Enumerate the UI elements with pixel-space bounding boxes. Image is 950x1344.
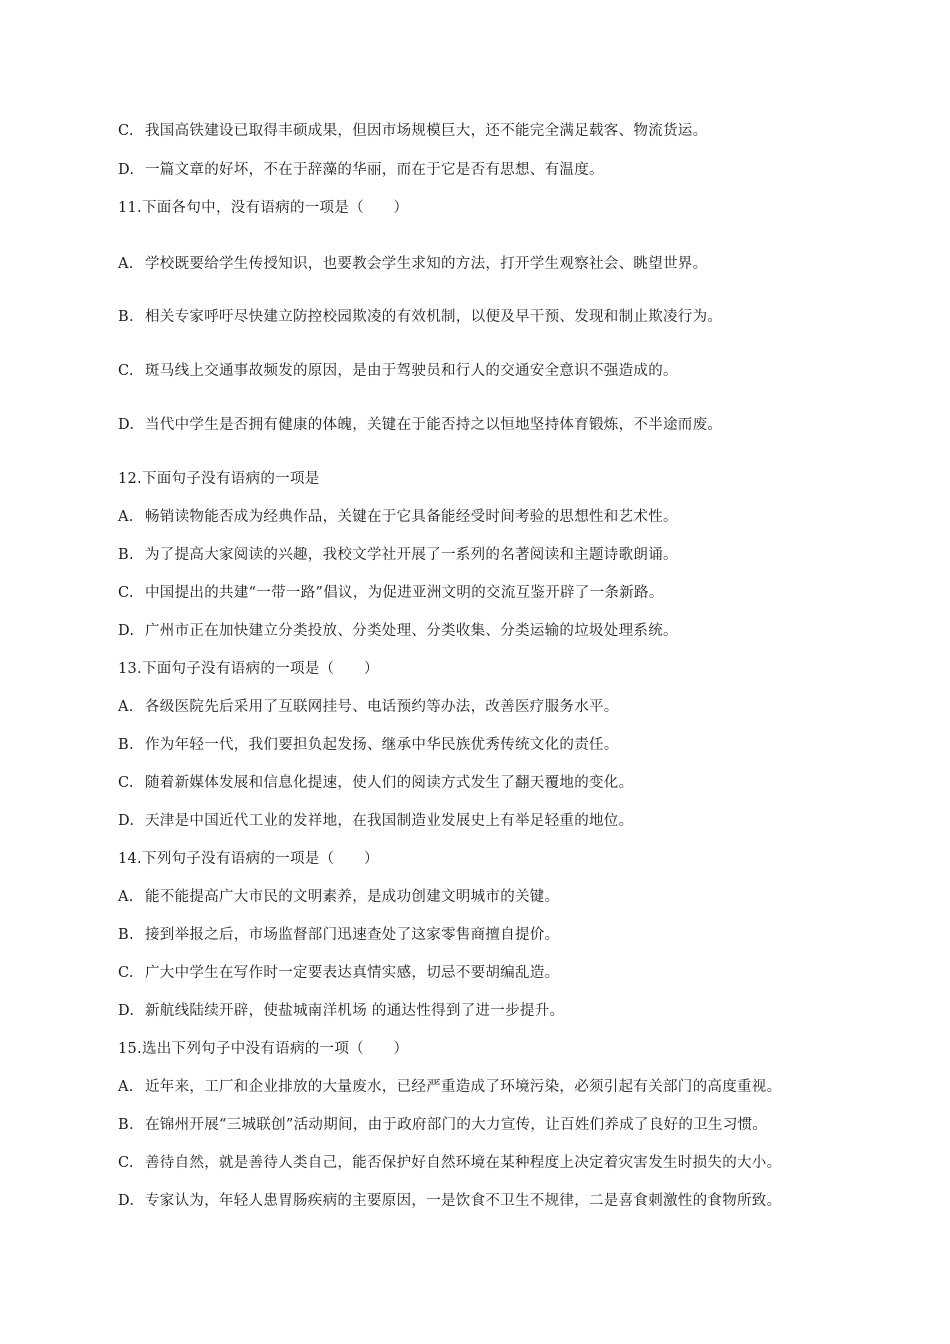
option-text: 一篇文章的好坏，不在于辞藻的华丽，而在于它是否有思想、有温度。 bbox=[145, 162, 604, 178]
question-13-option-d bbox=[118, 811, 633, 831]
question-11-option-d bbox=[118, 415, 722, 435]
option-letter: B. bbox=[118, 737, 134, 753]
option-letter: C. bbox=[118, 363, 134, 379]
question-15-option-a bbox=[118, 1077, 781, 1097]
option-text: 斑马线上交通事故频发的原因，是由于驾驶员和行人的交通安全意识不强造成的。 bbox=[145, 363, 678, 379]
option-letter: A. bbox=[118, 256, 134, 272]
option-letter: D. bbox=[118, 417, 135, 433]
question-14-stem: 14.下列句子没有语病的一项是（ ） bbox=[118, 851, 379, 867]
option-text: 畅销读物能否成为经典作品，关键在于它具备能经受时间考验的思想性和艺术性。 bbox=[145, 509, 678, 525]
option-letter: B. bbox=[118, 927, 134, 943]
option-letter: D. bbox=[118, 162, 135, 178]
option-text: 新航线陆续开辟，使盐城南洋机场 的通达性得到了进一步提升。 bbox=[145, 1003, 565, 1019]
question-11-option-b bbox=[118, 307, 722, 327]
option-text: 善待自然，就是善待人类自己，能否保护好自然环境在某种程度上决定着灾害发生时损失的大小。 bbox=[145, 1155, 782, 1171]
option-letter: A. bbox=[118, 699, 134, 715]
option-letter: C. bbox=[118, 775, 134, 791]
option-letter: A. bbox=[118, 889, 134, 905]
option-text: 当代中学生是否拥有健康的体魄，关键在于能否持之以恒地坚持体育锻炼，不半途而废。 bbox=[145, 417, 723, 433]
question-11-option-c bbox=[118, 361, 678, 381]
option-letter: D. bbox=[118, 1193, 135, 1209]
option-text: 我国高铁建设已取得丰硕成果，但因市场规模巨大，还不能完全满足载客、物流货运。 bbox=[145, 123, 708, 139]
question-11-option-a bbox=[118, 254, 707, 274]
option-text: 近年来，工厂和企业排放的大量废水，已经严重造成了环境污染，必须引起有关部门的高度重视。 bbox=[145, 1079, 782, 1095]
question-15-option-b bbox=[118, 1115, 767, 1135]
option-letter: B. bbox=[118, 309, 134, 325]
option-letter: B. bbox=[118, 547, 134, 563]
question-12-stem: 12.下面句子没有语病的一项是 bbox=[118, 471, 320, 487]
option-letter: D. bbox=[118, 623, 135, 639]
option-text: 能不能提高广大市民的文明素养，是成功创建文明城市的关键。 bbox=[145, 889, 560, 905]
option-letter: D. bbox=[118, 813, 135, 829]
question-15-option-c bbox=[118, 1153, 781, 1173]
option-text: 接到举报之后，市场监督部门迅速查处了这家零售商擅自提价。 bbox=[145, 927, 560, 943]
option-letter: B. bbox=[118, 1117, 134, 1133]
option-text: 广州市正在加快建立分类投放、分类处理、分类收集、分类运输的垃圾处理系统。 bbox=[145, 623, 678, 639]
option-letter: C. bbox=[118, 1155, 134, 1171]
question-13-option-a bbox=[118, 697, 619, 717]
option-text: 随着新媒体发展和信息化提速，使人们的阅读方式发生了翻天覆地的变化。 bbox=[145, 775, 634, 791]
option-letter: C. bbox=[118, 123, 134, 139]
option-letter: A. bbox=[118, 1079, 134, 1095]
option-text: 中国提出的共建“一带一路”倡议，为促进亚洲文明的交流互鉴开辟了一条新路。 bbox=[145, 585, 664, 601]
option-letter: D. bbox=[118, 1003, 135, 1019]
question-11-stem: 11.下面各句中，没有语病的一项是（ ） bbox=[118, 200, 409, 216]
option-letter: C. bbox=[118, 965, 134, 981]
question-12-option-b bbox=[118, 545, 678, 565]
option-text: 专家认为，年轻人患胃肠疾病的主要原因，一是饮食不卫生不规律，二是喜食刺激性的食物所致。 bbox=[145, 1193, 782, 1209]
question-13-option-b bbox=[118, 735, 619, 755]
option-text: 广大中学生在写作时一定要表达真情实感，切忌不要胡编乱造。 bbox=[145, 965, 560, 981]
option-d bbox=[118, 160, 604, 180]
option-text: 天津是中国近代工业的发祥地，在我国制造业发展史上有举足轻重的地位。 bbox=[145, 813, 634, 829]
option-text: 学校既要给学生传授知识，也要教会学生求知的方法，打开学生观察社会、眺望世界。 bbox=[145, 256, 708, 272]
option-letter: C. bbox=[118, 585, 134, 601]
option-text: 在锦州开展“三城联创”活动期间，由于政府部门的大力宣传，让百姓们养成了良好的卫生习惯。 bbox=[145, 1117, 768, 1133]
option-letter: A. bbox=[118, 509, 134, 525]
question-14-option-d bbox=[118, 1001, 564, 1021]
option-c bbox=[118, 121, 707, 141]
question-12-option-d bbox=[118, 621, 678, 641]
question-12-option-a bbox=[118, 507, 678, 527]
question-12-option-c bbox=[118, 583, 664, 603]
question-14-option-a bbox=[118, 887, 559, 907]
question-14-option-b bbox=[118, 925, 559, 945]
option-text: 为了提高大家阅读的兴趣，我校文学社开展了一系列的名著阅读和主题诗歌朗诵。 bbox=[145, 547, 678, 563]
question-15-option-d bbox=[118, 1191, 781, 1211]
option-text: 各级医院先后采用了互联网挂号、电话预约等办法，改善医疗服务水平。 bbox=[145, 699, 619, 715]
question-13-stem: 13.下面句子没有语病的一项是（ ） bbox=[118, 661, 379, 677]
question-15-stem: 15.选出下列句子中没有语病的一项（ ） bbox=[118, 1041, 409, 1057]
option-text: 作为年轻一代，我们要担负起发扬、继承中华民族优秀传统文化的责任。 bbox=[145, 737, 619, 753]
option-text: 相关专家呼吁尽快建立防控校园欺凌的有效机制，以便及早干预、发现和制止欺凌行为。 bbox=[145, 309, 723, 325]
question-14-option-c bbox=[118, 963, 559, 983]
question-13-option-c bbox=[118, 773, 633, 793]
